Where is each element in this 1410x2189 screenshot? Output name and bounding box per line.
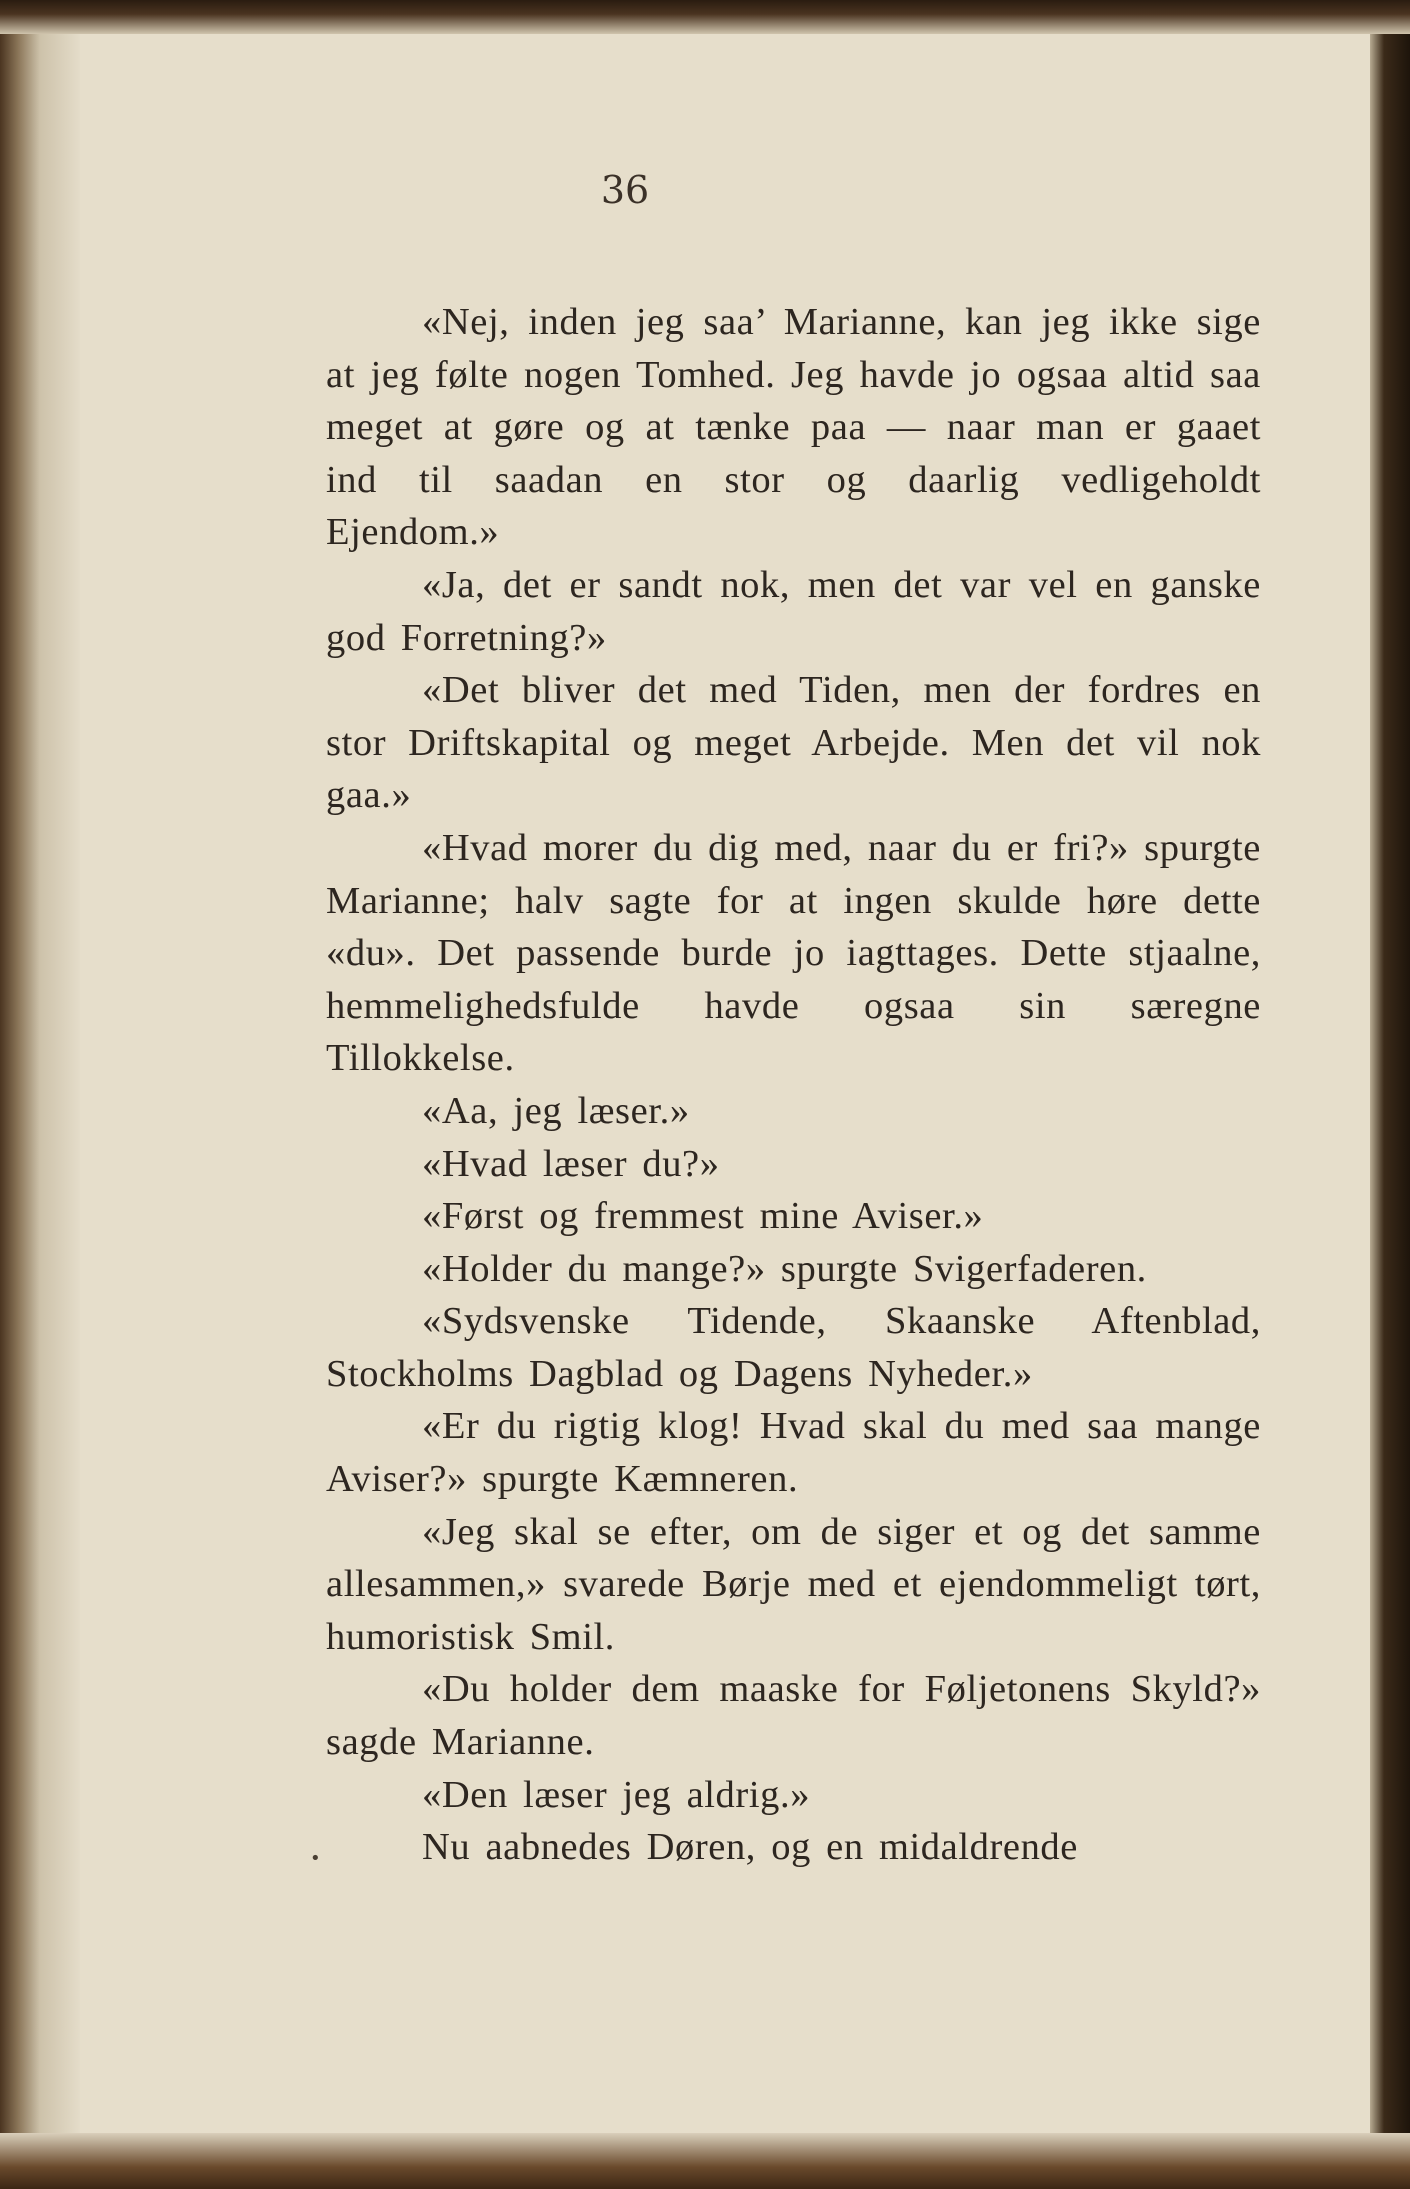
book-fore-edge: [1370, 0, 1410, 2189]
book-spine-edge: [0, 0, 80, 2189]
paragraph: «Holder du mange?» spurgte Svigerfaderen.: [422, 1247, 1147, 1290]
paragraph: «Nej, inden jeg saa’ Marianne, kan jeg ikke sige at jeg følte nogen Tomhed. Jeg havde jo ogsaa altid saa meget at gøre og at tænke paa — naar man er gaaet ind til saadan en stor og daarlig vedligeholdt Ejendom.»: [326, 301, 1261, 554]
paragraph: Nu aabnedes Døren, og en midaldrende: [422, 1826, 1078, 1869]
page-number: 36: [600, 168, 650, 212]
paragraph: «Aa, jeg læser.»: [422, 1089, 690, 1132]
paragraph: «Er du rigtig klog! Hvad skal du med saa mange Aviser?» spurgte Kæmneren.: [326, 1405, 1261, 1501]
book-bottom-edge: [0, 2133, 1410, 2189]
body-text: [326, 296, 1261, 1874]
paragraph: «Hvad læser du?»: [422, 1142, 720, 1185]
book-top-edge: [0, 0, 1410, 34]
paragraph: «Det bliver det med Tiden, men der fordres en stor Driftskapital og meget Arbejde. Men det vil nok gaa.»: [326, 669, 1261, 817]
paragraph: «Den læser jeg aldrig.»: [422, 1773, 811, 1816]
paragraph: «Sydsvenske Tidende, Skaanske Aftenblad, Stockholms Dagblad og Dagens Nyheder.»: [326, 1300, 1261, 1395]
paragraph: «Hvad morer du dig med, naar du er fri?» spurgte Marianne; halv sagte for at ingen skulde høre dette «du». Det passende burde jo iagttages. Dette stjaalne, hemmelighedsfulde havde ogsaa sin særegne Tillokkelse.: [326, 826, 1261, 1080]
paragraph: «Ja, det er sandt nok, men det var vel en ganske god Forretning?»: [326, 563, 1261, 659]
paragraph: «Jeg skal se efter, om de siger et og det samme allesammen,» svarede Børje med et ejendommeligt tørt, humoristisk Smil.: [326, 1510, 1261, 1658]
ink-mark: •: [310, 1848, 321, 1869]
paragraph: «Du holder dem maaske for Føljetonens Skyld?» sagde Marianne.: [326, 1668, 1261, 1764]
paragraph: «Først og fremmest mine Aviser.»: [422, 1195, 984, 1238]
